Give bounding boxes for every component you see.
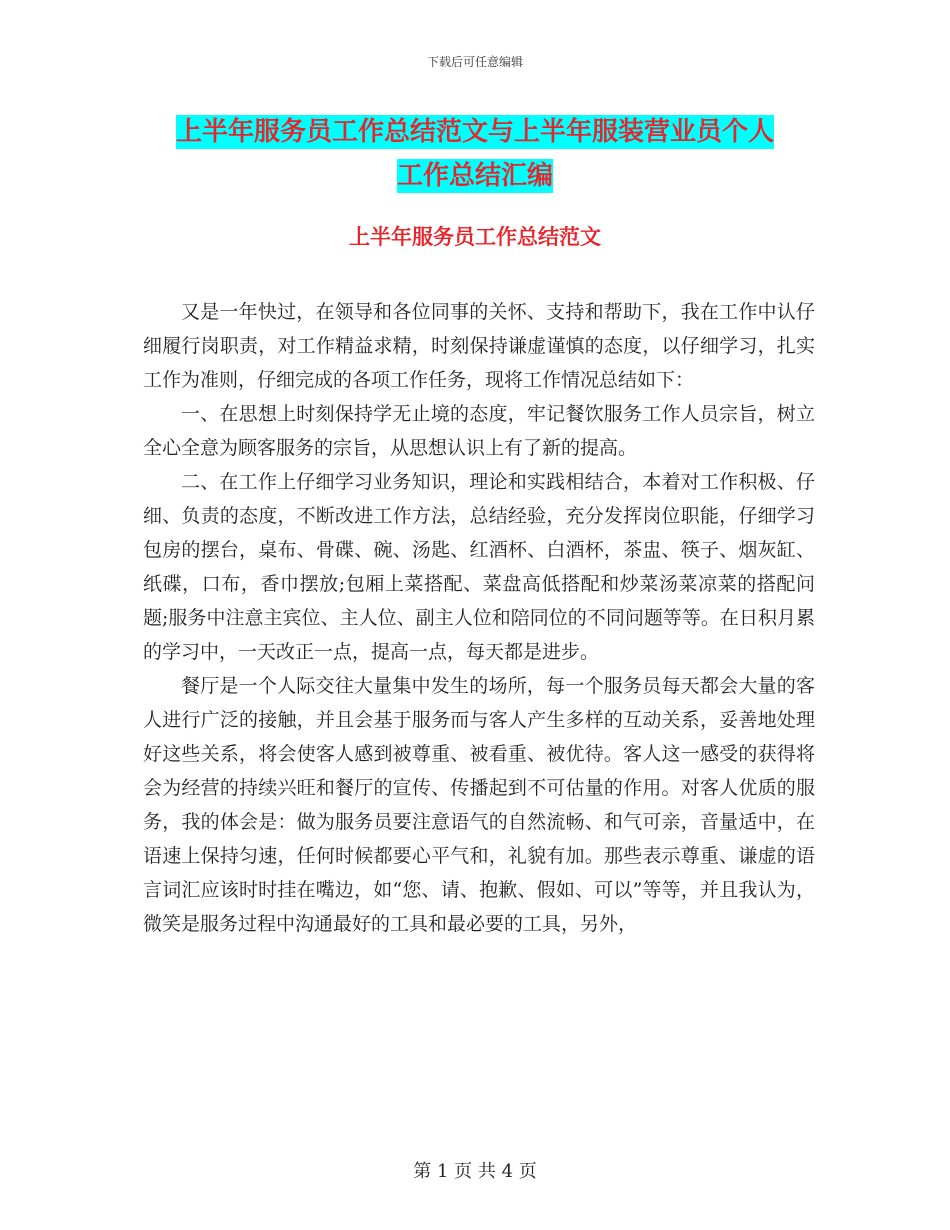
paragraph-4: 餐厅是一个人际交往大量集中发生的场所，每一个服务员每天都会大量的客人进行广泛的接触，并且会基于服务而与客人产生多样的互动关系，妥善地处理好这些关系，将会使客人感到被尊重、被看重、被优待。客人这一感受的获得将会为经营的持续兴旺和餐厅的宣传、传播起到不可估量的作用。对客人优质的服务，我的体会是：做为服务员要注意语气的自然流畅、和气可亲，音量适中，在语速上保持匀速，任何时候都要心平气和，礼貌有加。那些表示尊重、谦虚的语言词汇应该时时挂在嘴边，如“您、请、抱歉、假如、可以”等等，并且我认为，微笑是服务过程中沟通最好的工具和最必要的工具，另外， <box>143 675 815 935</box>
paragraph-3: 二、在工作上仔细学习业务知识，理论和实践相结合，本着对工作积极、仔细、负责的态度，不断改进工作方法，总结经验，充分发挥岗位职能，仔细学习包房的摆台，桌布、骨碟、碗、汤匙、红酒杯、白酒杯，茶盅、筷子、烟灰缸、纸碟，口布，香巾摆放;包厢上菜搭配、菜盘高低搭配和炒菜汤菜凉菜的搭配问题;服务中注意主宾位、主人位、副主人位和陪同位的不同问题等等。在日积月累的学习中，一天改正一点，提高一点，每天都是进步。 <box>143 471 815 663</box>
section-title: 上半年服务员工作总结范文 <box>349 225 601 249</box>
document-body <box>143 295 815 941</box>
page-header: 下载后可任意编辑 <box>426 55 523 69</box>
document-title <box>100 110 850 198</box>
paragraph-1: 又是一年快过，在领导和各位同事的关怀、支持和帮助下，我在工作中认仔细履行岗职责，对工作精益求精，时刻保持谦虚谨慎的态度，以仔细学习，扎实工作为准则，仔细完成的各项工作任务，现将工作情况总结如下： <box>143 301 815 391</box>
paragraph-2: 一、在思想上时刻保持学无止境的态度，牢记餐饮服务工作人员宗旨，树立全心全意为顾客服务的宗旨，从思想认识上有了新的提高。 <box>143 403 815 459</box>
title-line-2: 工作总结汇编 <box>396 161 553 191</box>
page-footer: 第 1 页 共 4 页 <box>413 1161 537 1182</box>
title-line-1: 上半年服务员工作总结范文与上半年服装营业员个人 <box>175 117 774 147</box>
